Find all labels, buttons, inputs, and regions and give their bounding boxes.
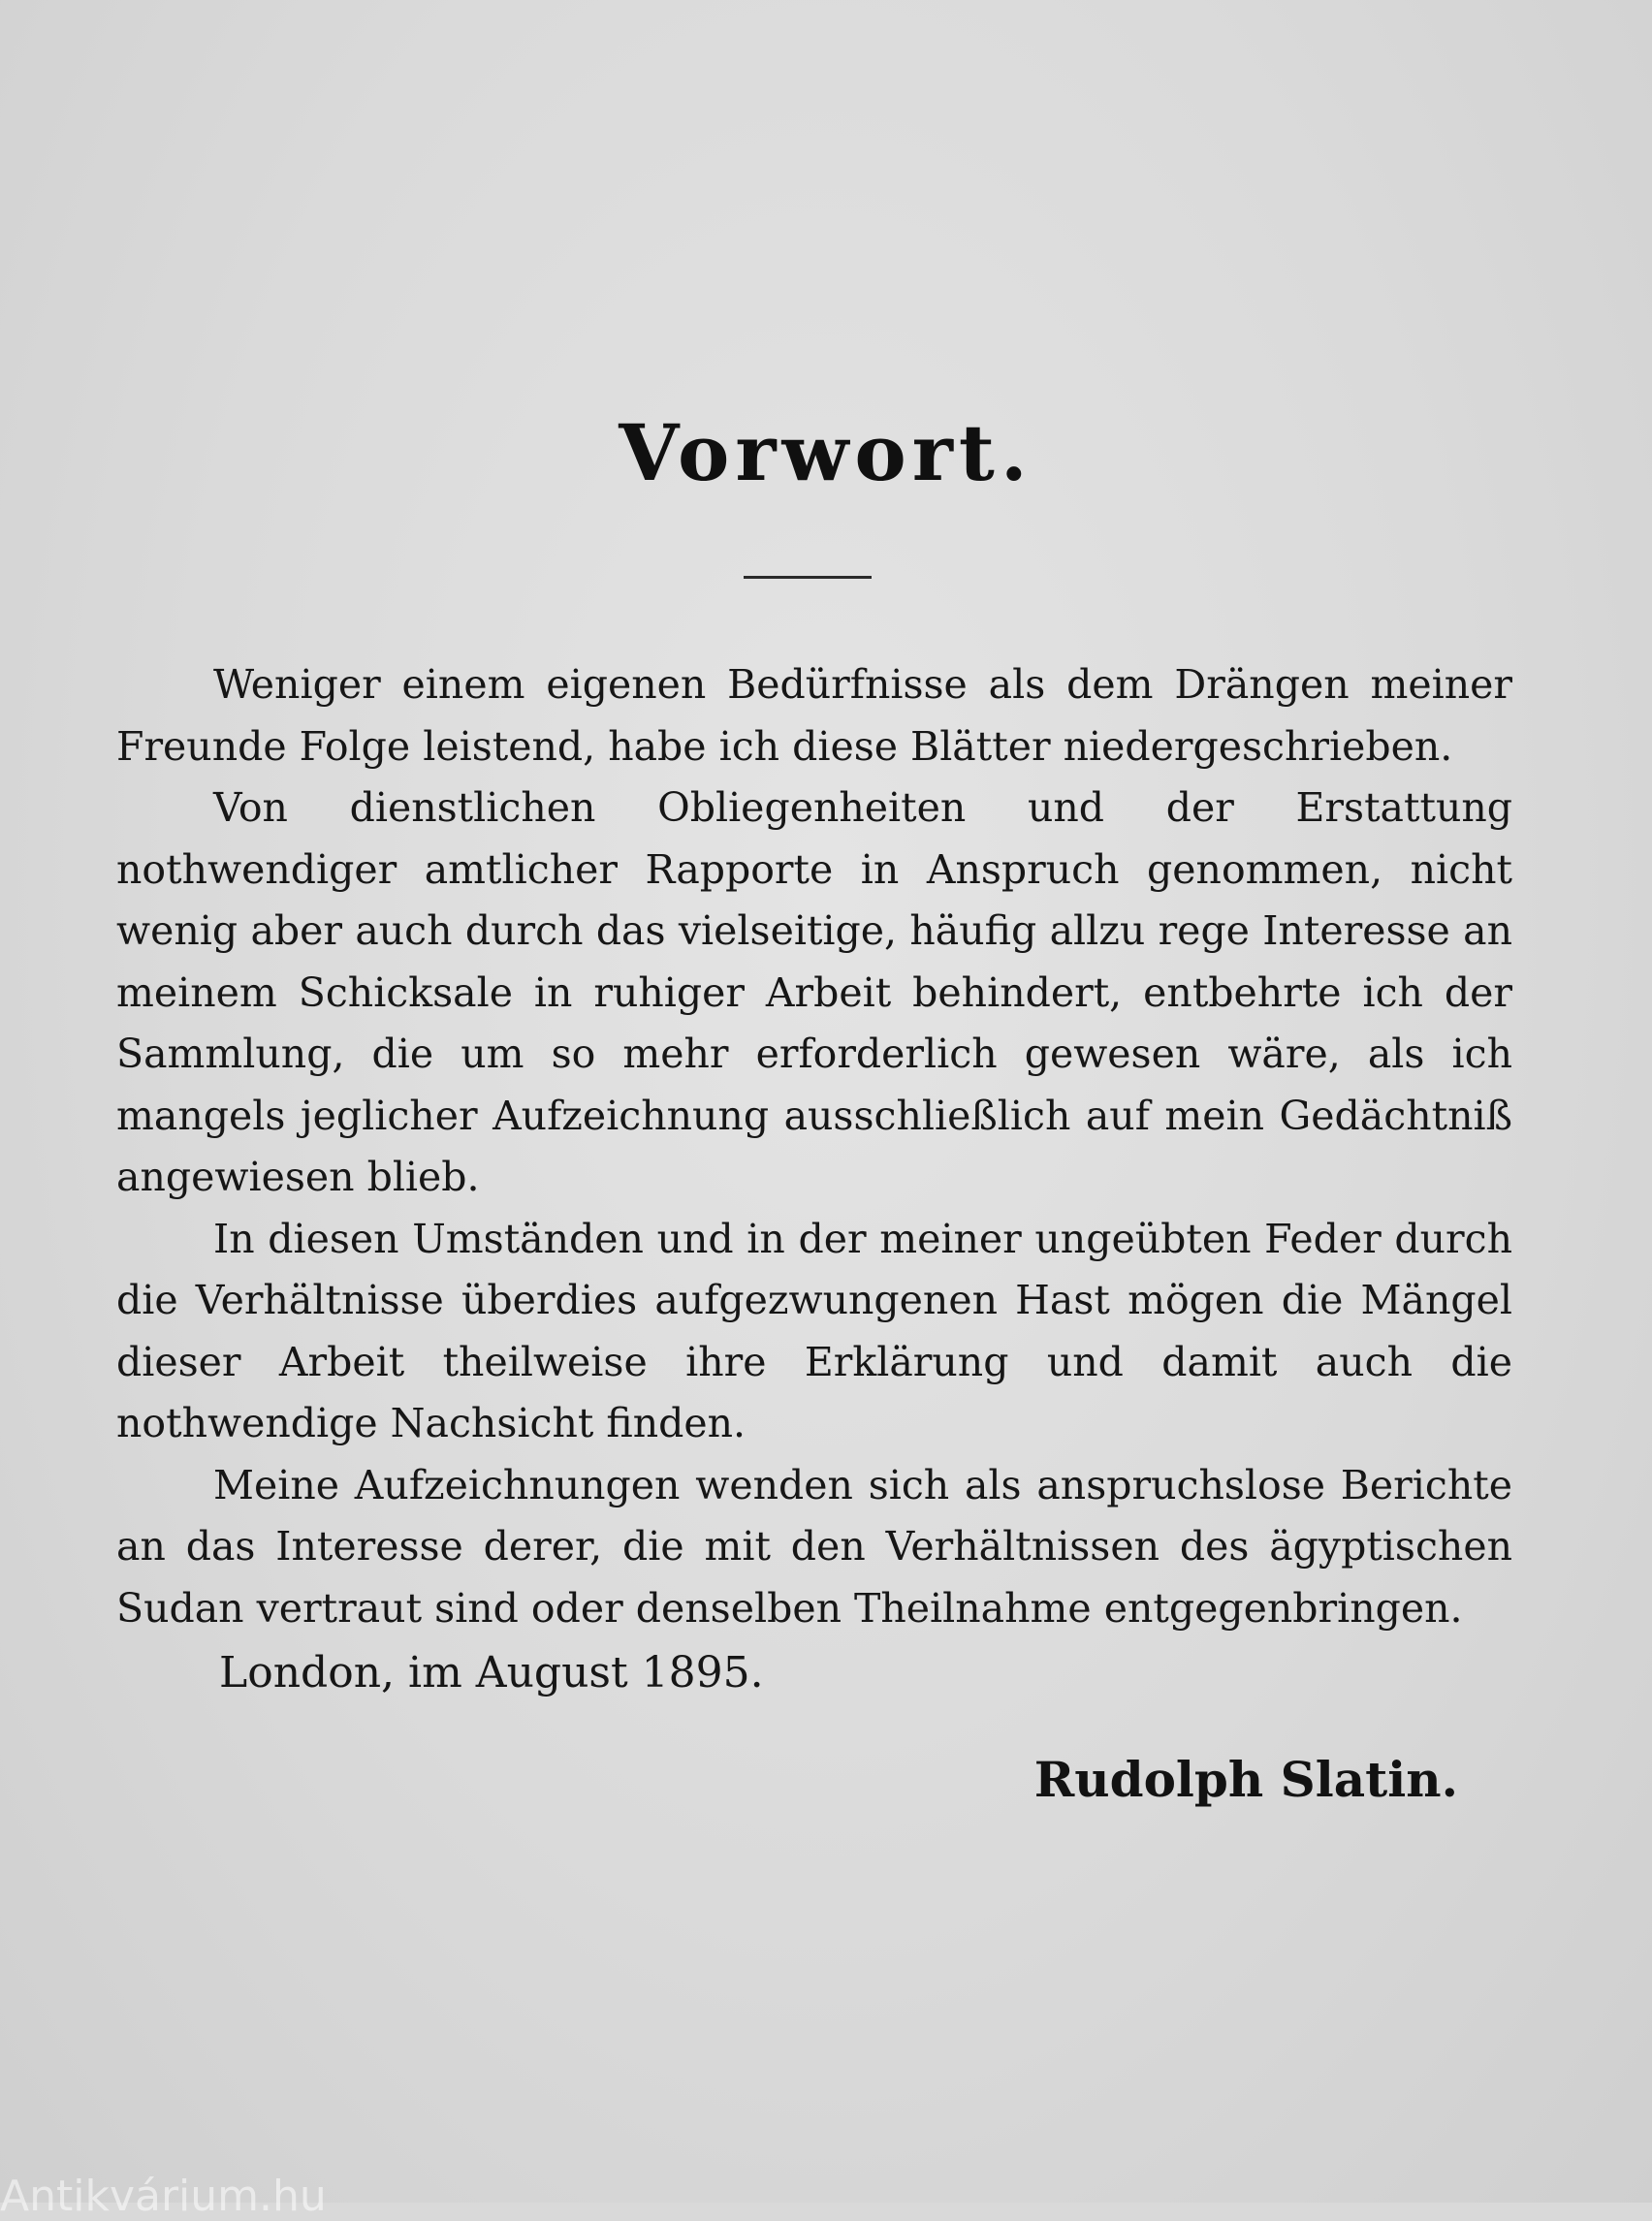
title-divider xyxy=(744,576,872,579)
page-title: Vorwort. xyxy=(619,407,1033,498)
watermark: Antikvárium.hu xyxy=(0,2172,327,2221)
author-signature: Rudolph Slatin. xyxy=(1033,1751,1458,1808)
preface-body xyxy=(116,654,1512,1639)
paragraph-1: Weniger einem eigenen Bedürfnisse als dem Drängen meiner Freunde Folge leistend, habe ich diese Blätter niedergeschrieben. xyxy=(116,661,1512,770)
paragraph-2: Von dienstlichen Obliegenheiten und der Erstattung nothwendiger amtlicher Rapporte in Anspruch genommen, nicht wenig aber auch durch das vielseitige, häufig allzu rege Interesse an meinem Schicksale in ruhiger Arbeit behindert, entbehrte ich der Sammlung, die um so mehr erforderlich gewesen wäre, als ich mangels jeglicher Aufzeichnung ausschließlich auf mein Gedächtniß angewiesen blieb. xyxy=(116,784,1512,1200)
place-date-line: London, im August 1895. xyxy=(219,1648,764,1697)
paragraph-4: Meine Aufzeichnungen wenden sich als anspruchslose Berichte an das Interesse derer, die mit den Verhältnissen des ägyptischen Sudan vertraut sind oder denselben Theilnahme entgegenbringen. xyxy=(116,1461,1512,1632)
paragraph-3: In diesen Umständen und in der meiner ungeübten Feder durch die Verhältnisse überdies aufgezwungenen Hast mögen die Mängel dieser Arbeit theilweise ihre Erklärung und damit auch die nothwendige Nachsicht finden. xyxy=(116,1215,1512,1446)
